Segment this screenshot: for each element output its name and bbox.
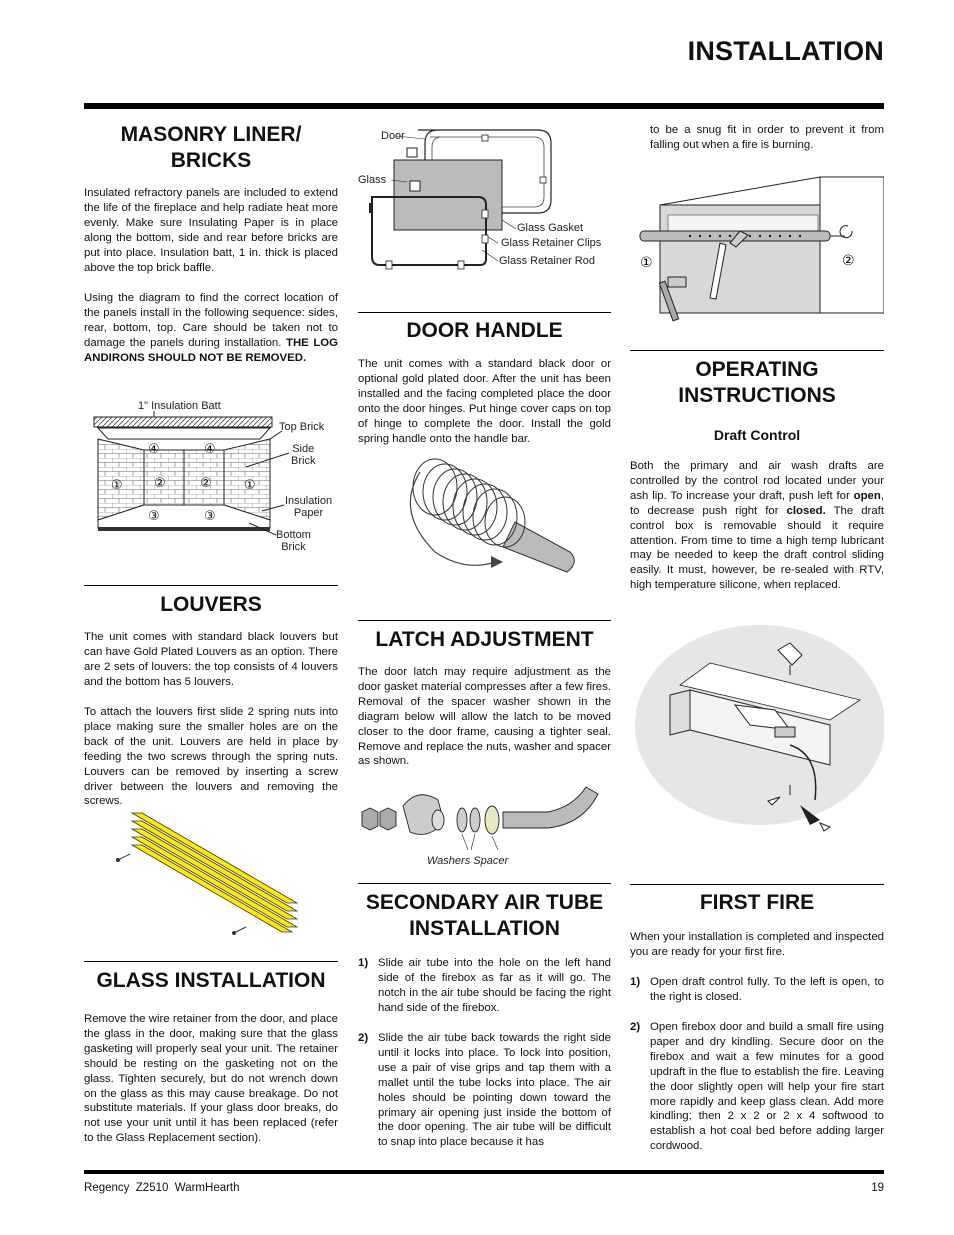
section-divider: [358, 883, 611, 884]
draft-closed-word: closed.: [786, 504, 826, 517]
draft-text-3: The draft control box is removable should it require attention. From time to time a high temp lubricant may be needed to keep the draft control sliding easily. It must, however, be re-sealed with RTV, high temperature silicone, when replaced.: [630, 504, 884, 592]
operating-heading-line1: OPERATING: [695, 358, 819, 381]
section-divider: [630, 884, 884, 885]
draft-control-illustration: [630, 625, 884, 835]
step-text: Open draft control fully. To the left is open, to the right is closed.: [650, 976, 884, 1003]
step-number: 1): [630, 976, 641, 988]
footer-page-number: 19: [871, 1182, 884, 1194]
latch-parts-illustration: [358, 782, 611, 852]
operating-heading: [630, 357, 884, 409]
draft-control-paragraph: [630, 459, 884, 593]
section-divider: [84, 585, 338, 586]
latch-paragraph: The door latch may require adjustment as the door gasket material compresses after a few fires. Removal of the spacer washer shown in the diagram below will allow the latch to be moved closer to the door frame, causing a tighter seal. Remove and replace the nuts, washer and spacer as shown.: [358, 666, 611, 768]
masonry-heading-line2: BRICKS: [170, 149, 252, 172]
masonry-paragraph-1: Insulated refractory panels are included to extend the life of the fireplace and help radiate heat more evenly. Make sure Insulating Paper is in place along the bottom, side and rear before bricks are put into place. Insulation batt, 1 in. thick is placed above the top brick baffle.: [84, 187, 338, 274]
step-text: Open firebox door and build a small fire using paper and dry kindling. Secure door on the firebox and wait a few minutes for a good updraft in the flue to establish the fire. Leaving the door slightly open will help your fire start more rapidly and keep glass clean. Add more kindling; then 2 x 2 or 2 x 4 softwood to establish a hot coal bed before adding larger cordwood.: [650, 1021, 884, 1153]
draft-text-1: Both the primary and air wash drafts are controlled by the control rod located under your ash lip. To increase your draft, push left for: [630, 460, 884, 502]
masonry-heading-line1: MASONRY LINER/: [120, 123, 302, 146]
label-bottom-brick: Bottom Brick: [276, 529, 311, 553]
secondary-heading-line2: INSTALLATION: [409, 917, 560, 940]
step-text: Slide air tube into the hole on the left hand side of the firebox as far as it will go. The notch in the air tube should be facing the right hand side of the firebox.: [378, 957, 611, 1014]
spring-handle-illustration: [395, 452, 585, 587]
step-number: 2): [630, 1021, 641, 1033]
door-handle-paragraph: The unit comes with a standard black door or optional gold plated door. After the unit has been installed and the facing completed place the door onto the door hinges. Put hinge cover caps on top of hinge to complete the door. Install the gold spring handle onto the handle bar.: [358, 358, 611, 445]
first-fire-intro: When your installation is completed and inspected you are ready for your first fire.: [630, 931, 884, 958]
masonry-warning: THE LOG ANDIRONS SHOULD NOT BE REMOVED.: [84, 336, 339, 364]
operating-heading-line2: INSTRUCTIONS: [678, 384, 836, 407]
door-glass-diagram: [358, 125, 611, 273]
bottom-divider: [84, 1170, 884, 1174]
marker-1: ①: [640, 255, 653, 271]
glass-paragraph: Remove the wire retainer from the door, and place the glass in the door, making sure that the glass gasketing will properly seal your unit. The retainer should be resting on the gasketing not on the glass. Tighten securely, but do not wrench down on the glass as this may cause breakage. Do not substitute materials. If your glass door breaks, do not use your unit until it has been replaced (refer to the Glass Replacement section).: [84, 1013, 338, 1145]
draft-open-word: open: [853, 489, 881, 502]
secondary-heading-line1: SECONDARY AIR TUBE: [365, 891, 604, 914]
label-glass-retainer-clips: Glass Retainer Clips: [501, 237, 602, 249]
footer-model: Regency Z2510 WarmHearth: [84, 1182, 240, 1194]
glass-heading: GLASS INSTALLATION: [96, 969, 326, 992]
masonry-heading: [84, 122, 338, 174]
section-divider: [84, 961, 338, 962]
marker-3-left: ③: [148, 509, 160, 524]
section-divider: [358, 312, 611, 313]
label-glass-gasket: Glass Gasket: [517, 222, 584, 234]
marker-1-left: ①: [111, 478, 123, 493]
air-tube-illustration: [630, 173, 884, 323]
label-side-brick: Side Brick: [291, 443, 316, 467]
draft-control-subheading: Draft Control: [713, 427, 801, 443]
step-text: Slide the air tube back towards the right side until it locks into place. To lock into position, use a pair of vise grips and tap them with a mallet until the tube locks into place. The air holes should be pointing down toward the primary air opening just inside the bottom of the door opening. The air tube will be difficult to snap into place because it has: [378, 1032, 611, 1149]
marker-2: ②: [842, 253, 855, 269]
draft-text-2: , to decrease push right for: [630, 489, 884, 517]
masonry-paragraph-2-text: Using the diagram to find the correct location of the panels install in the following sequence: sides, rear, bottom, top. Care should be taken not to damage the panels during installation.: [84, 292, 338, 349]
louvers-heading: LOUVERS: [160, 593, 262, 616]
marker-3-right: ③: [204, 509, 216, 524]
label-top-brick: Top Brick: [279, 421, 325, 433]
label-insulation-batt: 1" Insulation Batt: [138, 400, 221, 412]
marker-4-left: ④: [148, 442, 160, 457]
first-fire-step-1: [630, 975, 884, 1005]
louvers-paragraph-2: To attach the louvers first slide 2 spring nuts into place making sure the smaller holes are on the back of the unit. Louvers are held in place by feeding the two screws through the spring nuts. Louvers can be removed by inserting a screw driver between the louvers and removing the screws.: [84, 706, 338, 808]
latch-caption: Washers Spacer: [427, 855, 509, 867]
marker-4-right: ④: [204, 442, 216, 457]
marker-1-right: ①: [244, 478, 256, 493]
first-fire-step-2: [630, 1020, 884, 1154]
label-door: Door: [381, 130, 405, 142]
masonry-paragraph-2: [84, 291, 338, 366]
section-divider: [630, 350, 884, 351]
secondary-step-1: [358, 956, 611, 1016]
label-glass-retainer-rod: Glass Retainer Rod: [499, 255, 595, 267]
step-number: 1): [358, 957, 369, 969]
louvers-illustration: [112, 808, 302, 940]
first-fire-heading: FIRST FIRE: [699, 891, 815, 914]
label-glass: Glass: [358, 174, 387, 186]
secondary-step-2: [358, 1031, 611, 1150]
section-divider: [358, 620, 611, 621]
top-divider: [84, 103, 884, 109]
secondary-heading: [358, 890, 611, 942]
air-tube-continued: to be a snug fit in order to prevent it from falling out when a fire is burning.: [650, 124, 884, 151]
label-insulation-paper: Insulation Paper: [285, 495, 333, 519]
page-title: INSTALLATION: [687, 36, 884, 66]
latch-heading: LATCH ADJUSTMENT: [375, 628, 594, 651]
step-number: 2): [358, 1032, 369, 1044]
door-handle-heading: DOOR HANDLE: [406, 319, 563, 342]
marker-2-left: ②: [154, 476, 166, 491]
louvers-paragraph-1: The unit comes with standard black louvers but can have Gold Plated Louvers as an option. There are 2 sets of louvers: the top consists of 4 louvers and the bottom has 5 louvers.: [84, 631, 338, 688]
marker-2-right: ②: [200, 476, 212, 491]
